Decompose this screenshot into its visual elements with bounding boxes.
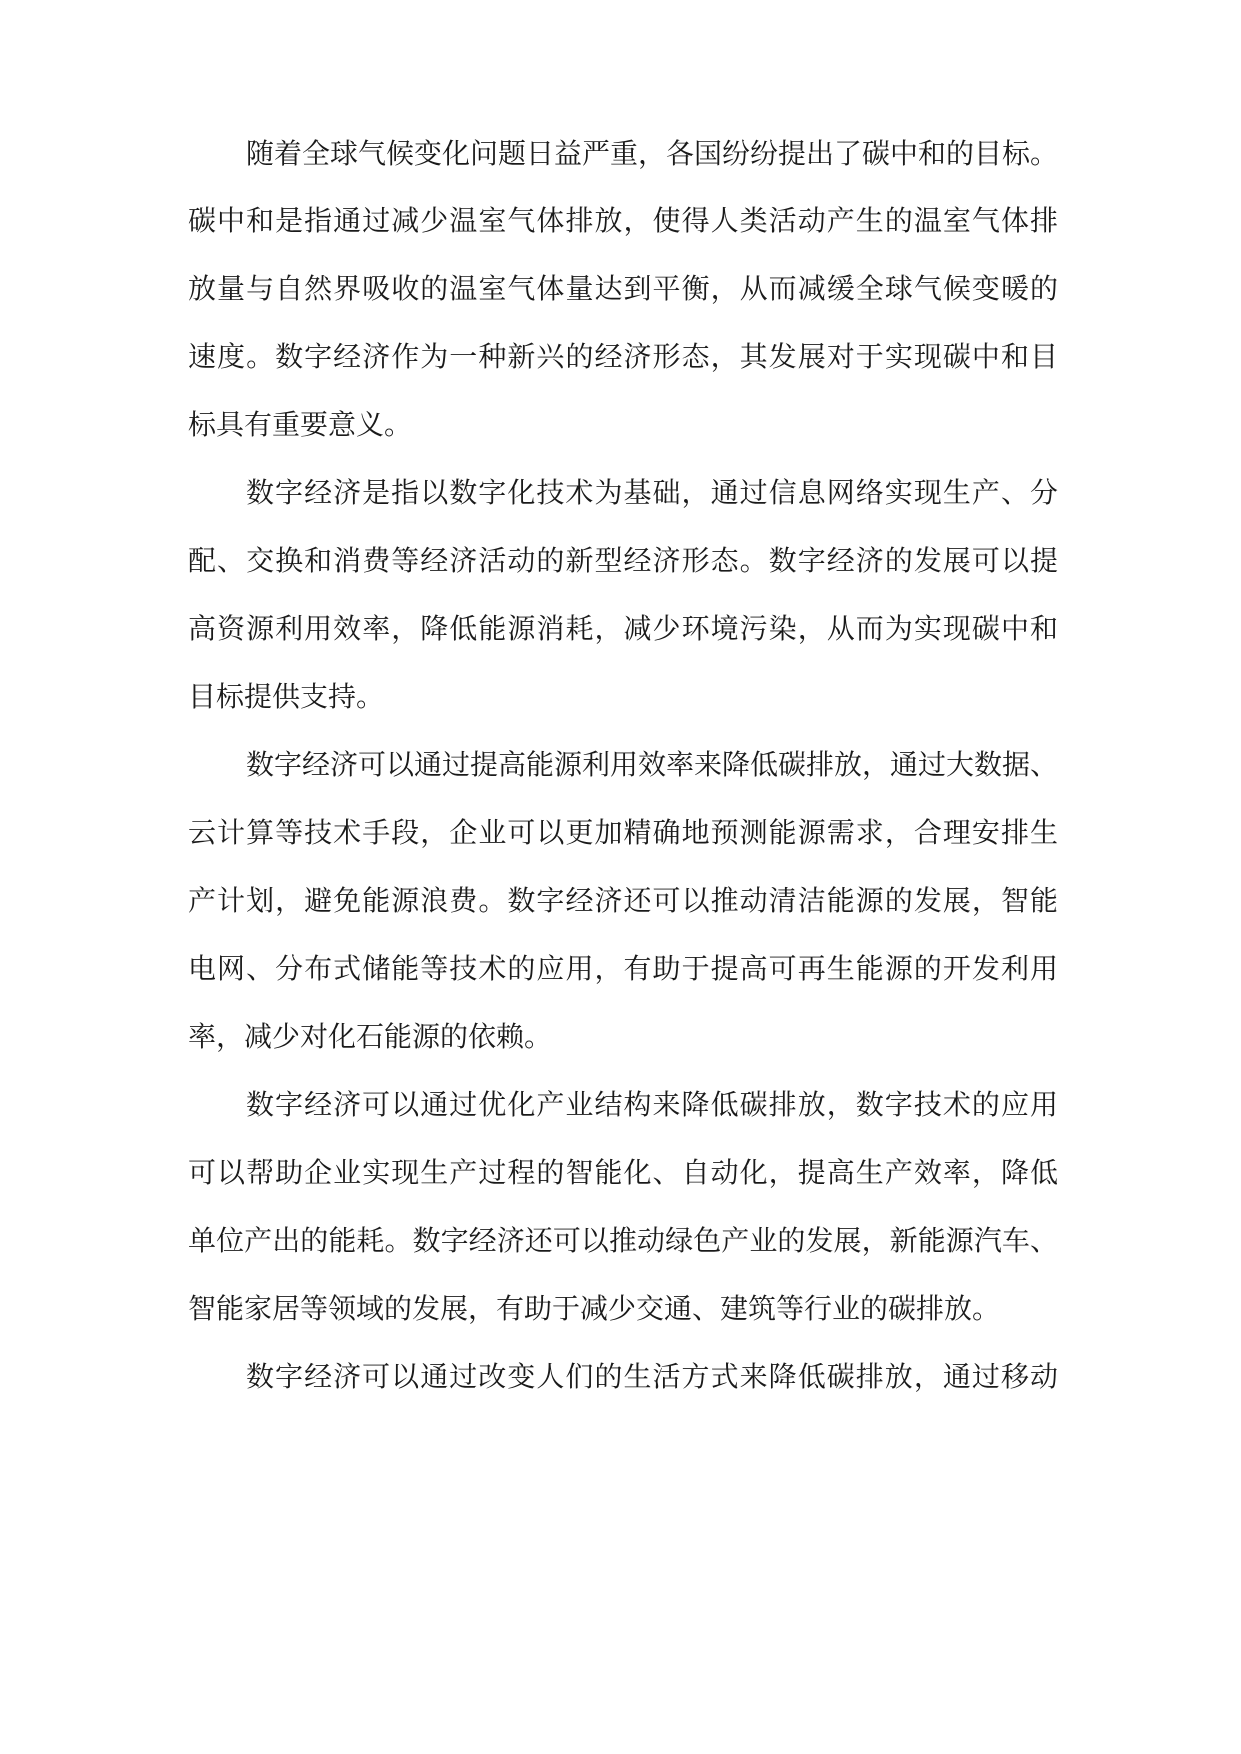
text-line: 云计算等技术手段，企业可以更加精确地预测能源需求，合理安排生 xyxy=(188,816,1058,849)
text-line: 数字经济可以通过改变人们的生活方式来降低碳排放，通过移动 xyxy=(246,1360,1058,1393)
text-line: 速度。数字经济作为一种新兴的经济形态，其发展对于实现碳中和目 xyxy=(188,340,1058,373)
text-line: 数字经济可以通过优化产业结构来降低碳排放，数字技术的应用 xyxy=(246,1088,1058,1121)
text-line: 目标提供支持。 xyxy=(188,680,385,713)
text-line: 碳中和是指通过减少温室气体排放，使得人类活动产生的温室气体排 xyxy=(188,204,1058,237)
text-line: 电网、分布式储能等技术的应用，有助于提高可再生能源的开发利用 xyxy=(188,952,1058,985)
text-line: 高资源利用效率，降低能源消耗，减少环境污染，从而为实现碳中和 xyxy=(188,612,1058,645)
text-line: 数字经济可以通过提高能源利用效率来降低碳排放，通过大数据、 xyxy=(246,748,1058,781)
text-line: 数字经济是指以数字化技术为基础，通过信息网络实现生产、分 xyxy=(246,476,1058,509)
text-line: 单位产出的能耗。数字经济还可以推动绿色产业的发展，新能源汽车、 xyxy=(188,1224,1058,1257)
text-line: 产计划，避免能源浪费。数字经济还可以推动清洁能源的发展，智能 xyxy=(188,884,1058,917)
text-line: 可以帮助企业实现生产过程的智能化、自动化，提高生产效率，降低 xyxy=(188,1156,1058,1189)
text-line: 放量与自然界吸收的温室气体量达到平衡，从而减缓全球气候变暖的 xyxy=(188,272,1058,305)
text-line: 智能家居等领域的发展，有助于减少交通、建筑等行业的碳排放。 xyxy=(188,1292,1001,1325)
text-line: 标具有重要意义。 xyxy=(188,408,413,441)
text-line: 配、交换和消费等经济活动的新型经济形态。数字经济的发展可以提 xyxy=(188,544,1058,577)
text-line: 率，减少对化石能源的依赖。 xyxy=(188,1020,553,1053)
text-line: 随着全球气候变化问题日益严重，各国纷纷提出了碳中和的目标。 xyxy=(246,137,1058,170)
